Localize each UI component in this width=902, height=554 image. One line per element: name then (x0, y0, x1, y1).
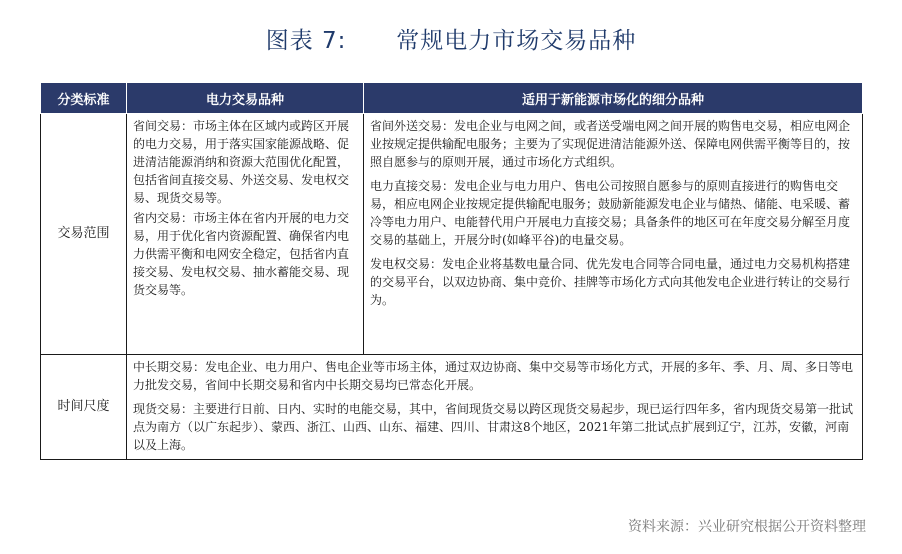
category-cell: 交易范围 (41, 114, 127, 355)
trading-types-table (40, 82, 863, 460)
cell-paragraph: 发电权交易：发电企业将基数电量合同、优先发电合同等合同电量，通过电力交易机构搭建的交易平台，以双边协商、集中竞价、挂牌等市场化方式向其他发电企业进行转让的交易行为。 (370, 257, 851, 307)
header-category: 分类标准 (41, 83, 127, 114)
cell-paragraph: 省内交易：市场主体在省内开展的电力交易，用于优化省内资源配置、确保省内电力供需平衡和电网安全稳定，包括省内直接交易、发电权交易、抽水蓄能交易、现货交易等。 (133, 211, 350, 297)
category-cell: 时间尺度 (41, 355, 127, 460)
header-new-energy-details: 适用于新能源市场化的细分品种 (364, 83, 863, 114)
table-row (41, 355, 863, 460)
cell-paragraph: 现货交易：主要进行日前、日内、实时的电能交易，其中，省间现货交易以跨区现货交易起步，现已运行四年多，省内现货交易第一批试点为南方（以广东起步）、蒙西、浙江、山西、山东、福建、四川、甘肃这8个地区，2021年第二批试点扩展到辽宁，江苏，安徽，河南以及上海。 (133, 402, 854, 452)
figure-title: 图表 7: 常规电力市场交易品种 (265, 28, 637, 54)
cell-paragraph: 电力直接交易：发电企业与电力用户、售电公司按照自愿参与的原则直接进行的购售电交易，相应电网企业按规定提供输配电服务；鼓励新能源发电企业与储热、储能、电采暖、蓄冷等电力用户、电能替代用户开展电力直接交易；具备条件的地区可在年度交易分解至月度交易的基础上，开展分时(如峰平谷)的电量交易。 (370, 179, 851, 247)
cell-paragraph: 省间外送交易：发电企业与电网之间，或者送受端电网之间开展的购售电交易，相应电网企业按规定提供输配电服务；主要为了实现促进清洁能源外送、保障电网供需平衡等目的，按照自愿参与的原则开展，通过市场化方式组织。 (370, 119, 851, 169)
cell-paragraph: 省间交易：市场主体在区域内或跨区开展的电力交易，用于落实国家能源战略、促进清洁能源消纳和资源大范围优化配置，包括省间直接交易、外送交易、发电权交易、现货交易等。 (133, 119, 350, 205)
time-scale-cell (127, 355, 863, 460)
source-note: 资料来源：兴业研究根据公开资料整理 (628, 519, 866, 535)
table-header-row (41, 83, 863, 114)
cell-paragraph: 中长期交易：发电企业、电力用户、售电企业等市场主体，通过双边协商、集中交易等市场化方式，开展的多年、季、月、周、多日等电力批发交易，省间中长期交易和省内中长期交易均已常态化开展。 (133, 360, 854, 392)
header-trading-types: 电力交易品种 (127, 83, 364, 114)
details-cell (364, 114, 863, 355)
trading-types-cell (127, 114, 364, 355)
table-row (41, 114, 863, 355)
